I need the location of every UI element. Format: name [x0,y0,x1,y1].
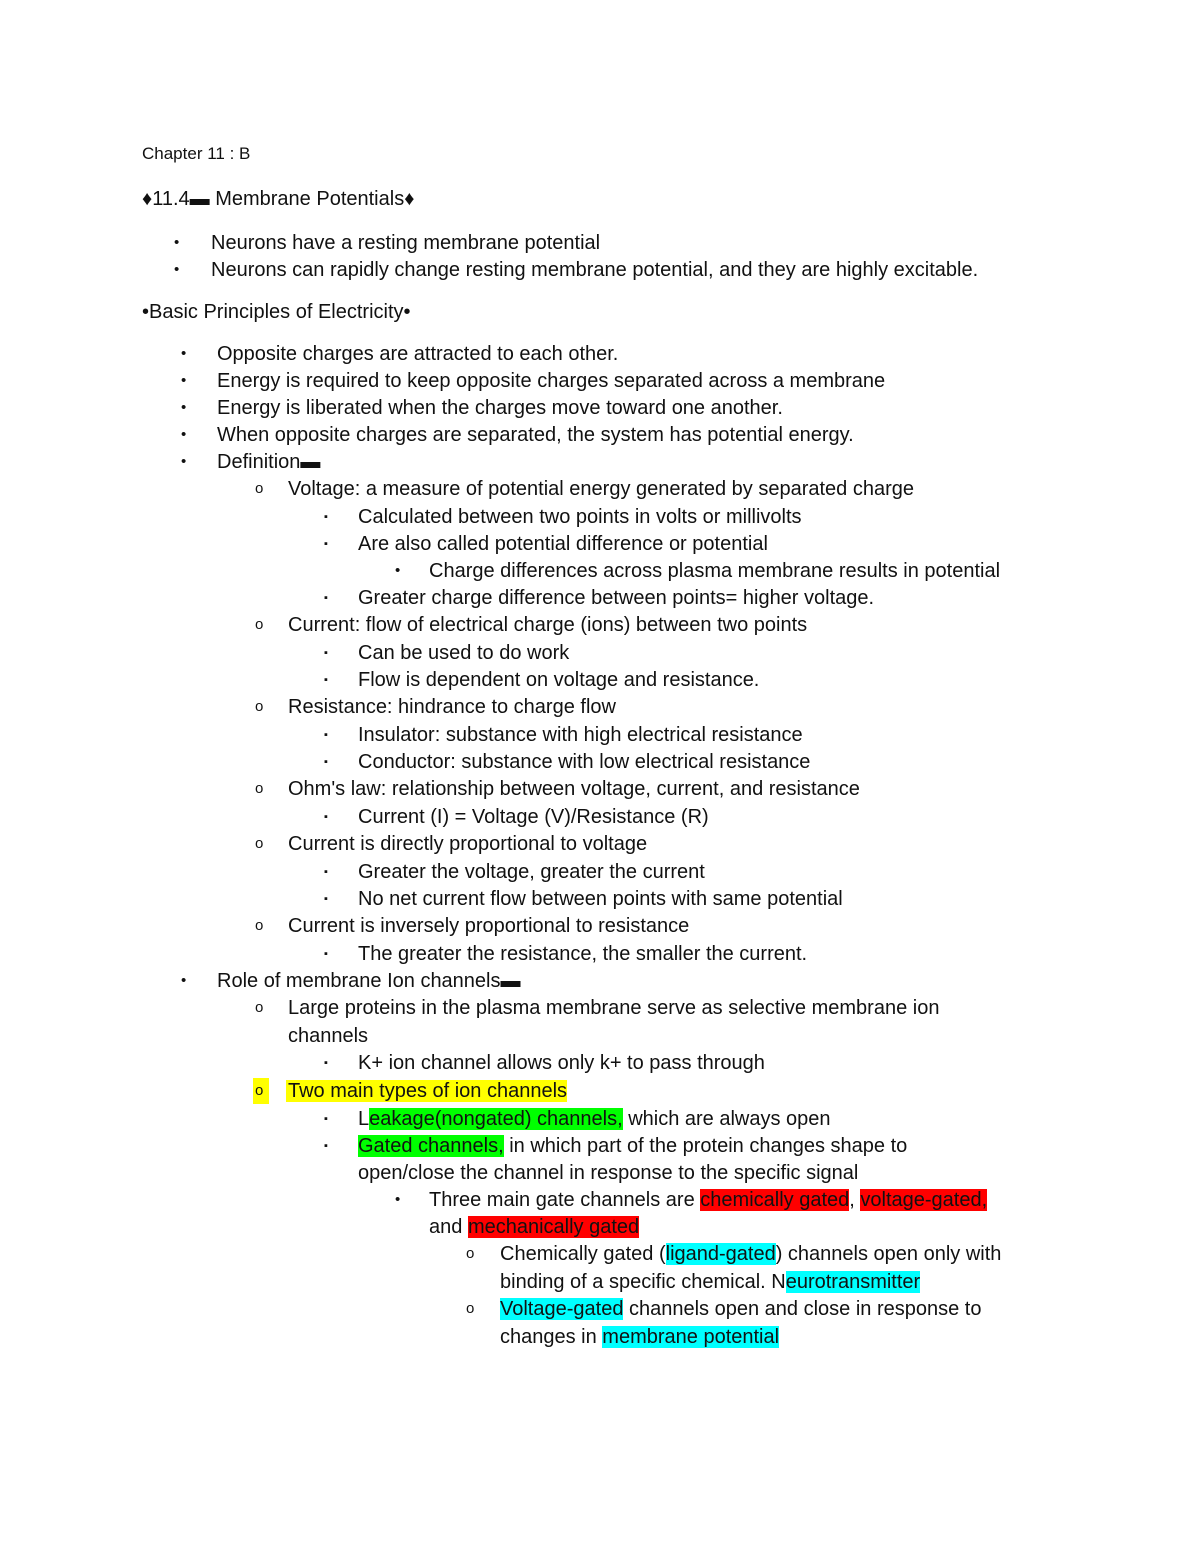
circle-marker-highlighted: o [253,1078,269,1104]
voltage-gated-line [500,1296,981,1322]
large-proteins-line-1: Large proteins in the plasma membrane serve as selective membrane ion [288,997,940,1019]
voltage-gated-cyan-highlight: Voltage-gated [500,1298,624,1320]
square-marker: ▪ [324,592,328,604]
membrane-potential-highlight: membrane potential [602,1326,780,1348]
voltage-gated-highlight: voltage-gated, [860,1189,988,1211]
principle-4: When opposite charges are separated, the system has potential energy. [217,424,854,446]
changes-pre: changes in [500,1326,603,1348]
intro-bullet-2: Neurons can rapidly change resting membrane potential, and they are highly excitable. [211,259,979,281]
circle-marker: o [255,480,264,497]
circle-marker: o [255,917,264,934]
principle-definition: Definition▬ [217,451,321,473]
square-marker: ▪ [324,511,328,523]
bullet-marker: • [181,399,187,416]
circle-marker: o [466,1245,475,1262]
inverse-item-1: The greater the resistance, the smaller the current. [358,943,808,965]
section-title: ♦11.4▬ Membrane Potentials♦ [142,188,415,210]
principle-3: Energy is liberated when the charges move toward one another. [217,397,783,419]
square-marker: ▪ [324,1057,328,1069]
bullet-marker: • [174,261,180,278]
circle-marker: o [255,616,264,633]
leakage-line [358,1106,831,1132]
two-types-highlight: Two main types of ion channels [288,1080,568,1102]
bullet-marker: • [181,426,187,443]
k-channel-item: K+ ion channel allows only k+ to pass through [358,1052,765,1074]
bullet-marker: • [395,1191,401,1208]
bullet-marker: • [181,345,187,362]
ligand-gated-highlight: ligand-gated [665,1243,776,1265]
def-current: Current: flow of electrical charge (ions) between two points [288,614,808,636]
square-marker: ▪ [324,729,328,741]
subsection-title: •Basic Principles of Electricity• [142,301,411,323]
bullet-marker: • [174,234,180,251]
circle-marker: o [255,835,264,852]
voltage-item-4: Greater charge difference between points= higher voltage. [358,587,875,609]
chemically-gated-line [500,1241,1001,1267]
leakage-pre: L [358,1108,370,1130]
current-item-2: Flow is dependent on voltage and resistance. [358,669,760,691]
principle-2: Energy is required to keep opposite charges separated across a membrane [217,370,886,392]
resistance-item-2: Conductor: substance with low electrical resistance [358,751,811,773]
bullet-marker: • [181,372,187,389]
chapter-heading: Chapter 11 : B [142,144,251,163]
voltage-item-3: Charge differences across plasma membrane results in potential [429,560,1001,582]
square-marker: ▪ [324,893,328,905]
def-resistance: Resistance: hindrance to charge flow [288,696,616,718]
bullet-marker: • [181,972,187,989]
three-pre: Three main gate channels are [429,1189,701,1211]
gated-post: in which part of the protein changes shape to [503,1135,908,1157]
intro-bullet-1: Neurons have a resting membrane potential [211,232,601,254]
bullet-marker: • [395,562,401,579]
leakage-post: which are always open [622,1108,831,1130]
resistance-item-1: Insulator: substance with high electrical resistance [358,724,803,746]
ohm-item-1: Current (I) = Voltage (V)/Resistance (R) [358,806,709,828]
large-proteins-line-2: channels [288,1025,369,1047]
mechanically-gated-highlight: mechanically gated [467,1216,640,1238]
comma: , [849,1189,861,1211]
binding-line [500,1269,920,1295]
gated-line-2: open/close the channel in response to the specific signal [358,1162,859,1184]
two-types-line [286,1078,567,1104]
chemically-gated-highlight: chemically gated [700,1189,850,1211]
mechanical-line [429,1214,639,1240]
def-ohm: Ohm's law: relationship between voltage, current, and resistance [288,778,860,800]
square-marker: ▪ [324,756,328,768]
gated-highlight: Gated channels, [358,1135,504,1157]
square-marker: ▪ [324,538,328,550]
circle-marker: o [466,1300,475,1317]
neurotransmitter-highlight: eurotransmitter [785,1271,921,1293]
direct-item-2: No net current flow between points with same potential [358,888,843,910]
changes-line [500,1324,779,1350]
def-inverse: Current is inversely proportional to resistance [288,915,690,937]
voltage-item-1: Calculated between two points in volts or millivolts [358,506,802,528]
principle-1: Opposite charges are attracted to each other. [217,343,619,365]
square-marker: ▪ [324,674,328,686]
binding-pre: binding of a specific chemical. N [500,1271,786,1293]
square-marker: ▪ [324,948,328,960]
square-marker: ▪ [324,647,328,659]
square-marker: ▪ [324,1113,328,1125]
circle-marker: o [255,999,264,1016]
def-voltage: Voltage: a measure of potential energy generated by separated charge [288,478,914,500]
bullet-marker: • [181,453,187,470]
square-marker: ▪ [324,866,328,878]
cg-pre: Chemically gated ( [500,1243,666,1265]
leakage-highlight: eakage(nongated) channels, [369,1108,623,1130]
current-item-1: Can be used to do work [358,642,570,664]
circle-marker: o [255,780,264,797]
vg-post: channels open and close in response to [623,1298,982,1320]
square-marker: ▪ [324,1140,328,1152]
circle-marker: o [255,698,264,715]
gated-line [358,1133,907,1159]
and-text: and [429,1216,468,1238]
square-marker: ▪ [324,811,328,823]
cg-post: ) channels open only with [775,1243,1002,1265]
direct-item-1: Greater the voltage, greater the current [358,861,705,883]
channels-title: Role of membrane Ion channels▬ [217,970,521,992]
three-gates-line [429,1187,987,1213]
def-direct: Current is directly proportional to voltage [288,833,648,855]
voltage-item-2: Are also called potential difference or potential [358,533,768,555]
